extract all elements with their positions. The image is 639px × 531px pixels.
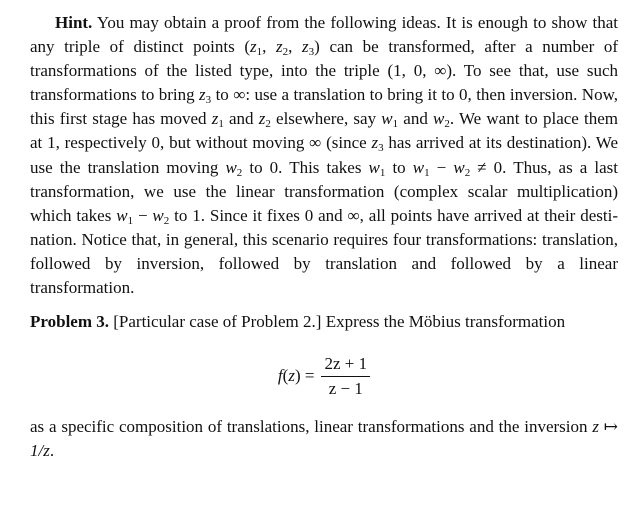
hint-text-5: elsewhere, say xyxy=(270,109,382,129)
math-z1: $z_1$ xyxy=(211,109,224,131)
hint-text-10: to xyxy=(385,157,413,177)
math-z3: $z_3$ xyxy=(199,85,212,107)
problem-label: Problem 3. xyxy=(30,312,110,332)
hint-label: Hint. xyxy=(55,13,93,32)
hint-text-8: has arrived at its destination). We use the translation moving xyxy=(30,133,619,177)
hint-text-11: ≠ 0. Thus, as a last transformation, we use the linear transformation (complex scalar multiplication) which takes xyxy=(30,157,618,225)
hint-paragraph: Hint. You may obtain a proof from the following ideas. It is enough to show that any triple of distinct points ($z_1$, $z_2$, $z_3$) can be transformed, after a number of transformations of the listed type, into the triple (1, 0, ∞). To see that, use such transformations to bring $z_3$ to ∞: use a translation to bring it to 0, then inversion. Now, this first stage has moved $z_1$ and $z_2$ elsewhere, say $w_1$ and $w_2$. We want to place them at 1, respectively 0, but without moving ∞ (since $z_3$ has arrived at its destination). We use the translation moving $w_2$ to 0. This takes $w_1$ to $w_1 - w_2 \ne 0$. Thus, as a last transformation, we use the linear transformation (complex scalar multiplication) which takes $w_1 - w_2$ to 1. Since it fixes 0 and ∞, all points have arrived at their destination. Notice that, in general, this scenario requires four transformations: translation, followed by inversion, followed by translation and followed by a linear transformation. xyxy=(30,13,619,298)
page-content xyxy=(30,11,618,463)
math-z3: $z_3$ xyxy=(302,37,315,59)
hint-text-4: and xyxy=(223,109,259,129)
math-w2: $w_2$ xyxy=(433,109,450,131)
math-z2: $z_2$ xyxy=(276,37,289,59)
hint-text-2: ) can be transformed, after a number of transformations of the listed type, into the triple (1, 0, ∞). To see that, use such transformations to bring xyxy=(30,37,619,105)
problem-paragraph xyxy=(30,310,618,334)
function-name: f xyxy=(277,366,283,386)
math-z1: $z_1$ xyxy=(250,37,263,59)
problem-text: Express the Möbius transformation xyxy=(321,312,566,332)
math-w1: $w_1$ xyxy=(368,157,386,179)
problem-continuation xyxy=(30,415,618,463)
hint-text-6: and xyxy=(398,109,433,129)
hint-text-1: You may obtain a proof from the following ideas. It is enough to show that any triple of distinct points ( xyxy=(30,13,618,57)
function-variable: z xyxy=(288,366,295,386)
hint-text-12: to 1. Since it fixes 0 and ∞, all points have arrived at their destination. Notice that, in general, this scenario requires four transformations: translation, followed by inversion, followed by translation and followed by a linear transformation. xyxy=(30,205,618,298)
math-z3: $z_3$ xyxy=(371,133,384,155)
equation-lhs: f(z) = xyxy=(277,366,315,386)
fraction-numerator: 2z + 1 xyxy=(321,353,370,377)
math-w1: $w_1$ xyxy=(381,109,399,131)
inversion-map: z ↦ 1/z xyxy=(30,417,618,461)
fraction xyxy=(321,353,370,400)
hint-text-9: to 0. This takes xyxy=(242,157,369,177)
hint-text-7: . We want to place them at 1, respectively 0, but without moving ∞ (since xyxy=(30,109,619,153)
display-equation xyxy=(30,350,618,402)
math-w1-minus-w2: $w_1 - w_2$ xyxy=(412,157,471,179)
problem-end: . xyxy=(49,441,55,461)
problem-bracket: [Particular case of Problem 2.] xyxy=(113,312,322,332)
math-w2: $w_2$ xyxy=(225,157,243,179)
math-w1-minus-w2: $w_1 - w_2$ xyxy=(116,205,170,227)
hint-text-3: to ∞: use a translation to bring it to 0, then inversion. Now, this first stage has moved xyxy=(30,85,618,129)
problem-after-text: as a specific composition of translations, linear transformations and the inversion xyxy=(30,417,593,437)
math-z2: $z_2$ xyxy=(258,109,271,131)
fraction-denominator: z − 1 xyxy=(328,378,363,398)
